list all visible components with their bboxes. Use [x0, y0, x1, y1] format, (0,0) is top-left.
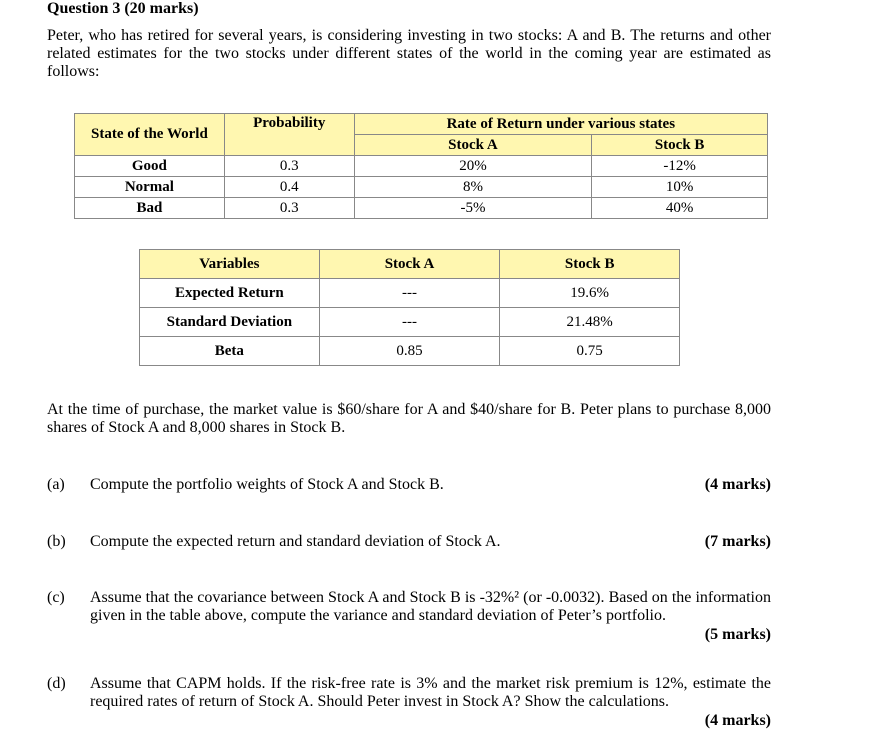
header-stock-b: Stock B	[592, 135, 768, 156]
stock-a-cell: ---	[319, 308, 500, 337]
stock-b-cell: 19.6%	[500, 279, 680, 308]
question-heading: Question 3 (20 marks)	[47, 0, 199, 17]
table-row	[140, 279, 680, 308]
marks-label: (4 marks)	[704, 712, 771, 729]
state-cell: Normal	[75, 177, 225, 198]
header-stock-a: Stock A	[319, 250, 500, 279]
variable-cell: Beta	[140, 337, 320, 366]
question-label: (d)	[47, 675, 66, 692]
question-text: Compute the portfolio weights of Stock A and Stock B.	[90, 476, 444, 493]
marks-label: (4 marks)	[704, 476, 771, 493]
header-rate-of-return: Rate of Return under various states	[354, 114, 767, 135]
header-variables: Variables	[140, 250, 320, 279]
stock-a-cell: ---	[319, 279, 500, 308]
variables-table-header-row	[140, 250, 680, 279]
variable-cell: Expected Return	[140, 279, 320, 308]
question-text: Compute the expected return and standard deviation of Stock A.	[90, 533, 501, 550]
stock-b-cell: 0.75	[500, 337, 680, 366]
stock-b-return-cell: -12%	[592, 156, 768, 177]
intro-paragraph: Peter, who has retired for several years, is considering investing in two stocks: A and B. The returns and other related estimates for the two stocks under different states of the world in the coming year are estimated as follows:	[47, 27, 771, 80]
variables-table	[139, 249, 680, 366]
probability-cell: 0.3	[224, 198, 354, 219]
header-stock-a: Stock A	[354, 135, 592, 156]
header-stock-b: Stock B	[500, 250, 680, 279]
marks-label: (7 marks)	[704, 533, 771, 550]
stock-b-return-cell: 10%	[592, 177, 768, 198]
table-row	[140, 337, 680, 366]
table-row	[75, 198, 768, 219]
question-text: Assume that the covariance between Stock A and Stock B is -32%² (or -0.0032). Based on the information given in the table above, compute the variance and standard deviation of Peter’s portfolio.	[90, 589, 771, 624]
question-label: (c)	[47, 589, 65, 606]
probability-cell: 0.3	[224, 156, 354, 177]
question-label: (a)	[47, 476, 65, 493]
stock-a-return-cell: 20%	[354, 156, 592, 177]
table-row	[75, 177, 768, 198]
header-state: State of the World	[75, 114, 225, 156]
returns-table	[74, 113, 768, 219]
stock-a-return-cell: -5%	[354, 198, 592, 219]
table-row	[140, 308, 680, 337]
purchase-paragraph: At the time of purchase, the market value is $60/share for A and $40/share for B. Peter plans to purchase 8,000 shares of Stock A and 8,000 shares in Stock B.	[47, 401, 771, 436]
marks-label: (5 marks)	[704, 626, 771, 643]
stock-a-return-cell: 8%	[354, 177, 592, 198]
question-label: (b)	[47, 533, 66, 550]
probability-cell: 0.4	[224, 177, 354, 198]
question-text: Assume that CAPM holds. If the risk-free rate is 3% and the market risk premium is 12%, estimate the required rates of return of Stock A. Should Peter invest in Stock A? Show the calculations.	[90, 675, 771, 710]
variable-cell: Standard Deviation	[140, 308, 320, 337]
stock-b-cell: 21.48%	[500, 308, 680, 337]
state-cell: Bad	[75, 198, 225, 219]
stock-b-return-cell: 40%	[592, 198, 768, 219]
state-cell: Good	[75, 156, 225, 177]
returns-table-header-row	[75, 114, 768, 135]
table-row	[75, 156, 768, 177]
header-probability: Probability	[224, 114, 354, 156]
stock-a-cell: 0.85	[319, 337, 500, 366]
